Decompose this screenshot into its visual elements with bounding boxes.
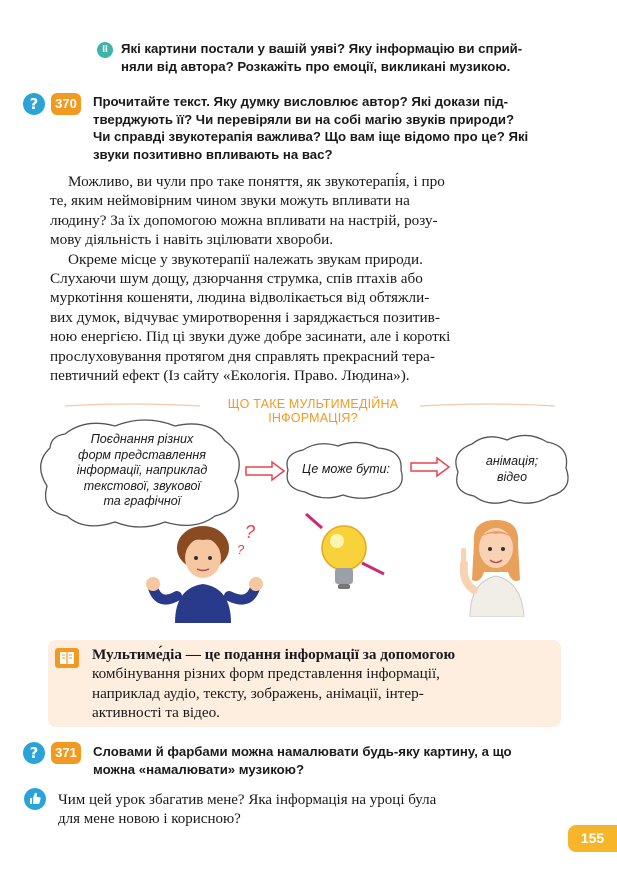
page-number: 155	[568, 825, 617, 852]
text-line: Які картини постали у вашій уяві? Яку інформацію ви сприй-	[121, 41, 523, 56]
task-number-badge: 371	[51, 742, 81, 764]
paragraph	[50, 172, 562, 250]
definition-text	[92, 645, 552, 723]
arrow-right-icon	[244, 460, 286, 482]
text-line: текстової, звукової	[83, 478, 201, 493]
text-line: певтичний ефект (Із сайту «Екологія. Право. Людина»).	[50, 367, 410, 385]
task-number-badge: 370	[51, 93, 81, 115]
text-line: звуки позитивно впливають на вас?	[93, 146, 333, 162]
text-line: людину? За їх допомогою можна впливати на настрій, розу-	[50, 211, 438, 229]
text-line: для мене новою і корисною?	[58, 811, 241, 828]
text-line: активності та відео.	[92, 704, 220, 722]
diagram-heading: ЩО ТАКЕ МУЛЬТИМЕДІЙНА ІНФОРМАЦІЯ?	[227, 397, 399, 425]
text-line: Чим цей урок збагатив мене? Яка інформація на уроці була	[58, 792, 437, 808]
section-ii-badge: II	[97, 42, 113, 58]
girl-illustration	[452, 512, 542, 617]
text-line: інформації, наприклад	[76, 463, 208, 477]
book-icon	[54, 647, 80, 669]
boy-illustration	[145, 518, 275, 623]
light-bulb-icon	[300, 508, 395, 598]
text-line: Мультиме́діа — це подання інформації за допомогою	[92, 646, 456, 663]
text-line: Чи справді звукотерапія важлива? Що вам іще відомо про це? Які	[93, 129, 529, 144]
question-icon: ?	[23, 742, 45, 764]
text-line: те, яким неймовірним чином звуки можуть впливати на	[50, 192, 410, 210]
text-line: можна «намалювати» музикою?	[93, 761, 304, 777]
text-line: Окреме місце у звукотерапії належать звукам природи.	[68, 250, 423, 268]
text-line: Слухаючи шум дощу, дзюрчання струмка, спів птахів або	[50, 270, 423, 288]
text-line: Можливо, ви чули про таке поняття, як звукотерапі́я, і про	[68, 173, 445, 190]
text-line: Поєднання різних	[90, 432, 194, 446]
text-line: муркотіння кошеняти, людина відволікається від обтяжли-	[50, 289, 430, 307]
text-line: комбінування різних форм представлення інформації,	[92, 665, 440, 683]
text-line: мову діяльність і навіть зцілювати хвороби.	[50, 231, 334, 249]
thumbs-up-icon	[23, 787, 47, 811]
text-line: анімація;	[485, 454, 539, 468]
text-line: няли від автора? Розкажіть про емоції, викликані музикою.	[121, 58, 511, 74]
cloud-1-text	[47, 432, 237, 510]
reflection-text	[58, 791, 563, 830]
text-line: прослуховування протягом дня справлять прекрасний тера-	[50, 347, 435, 365]
cloud-3-text	[458, 454, 566, 485]
arrow-right-icon	[409, 456, 451, 478]
text-line: тверджують її? Чи перевіряли ви на собі магію звуків природи?	[93, 111, 515, 127]
text-line: ною енергією. Під ці звуки дуже добре засинати, але і короткі	[50, 328, 451, 346]
svg-text:?: ?	[237, 542, 245, 557]
text-line: наприклад аудіо, тексту, зображень, анімації, інтер-	[92, 684, 424, 702]
text-line: та графічної	[103, 494, 181, 508]
svg-text:?: ?	[245, 522, 256, 542]
text-line: Прочитайте текст. Яку думку висловлює автор? Які докази під-	[93, 94, 509, 109]
cloud-2-text: Це може бути:	[302, 462, 390, 476]
question-icon: ?	[23, 93, 45, 115]
paragraph	[50, 250, 562, 386]
task-370-text	[93, 93, 568, 163]
text-line: відео	[496, 469, 528, 484]
reading-text	[50, 172, 562, 385]
task-ii-text	[121, 40, 571, 75]
text-line: вих думок, відчуває умиротворення і заряджається позитив-	[50, 308, 440, 326]
text-line: форм представлення	[78, 447, 206, 462]
task-371-text	[93, 743, 568, 778]
text-line: Словами й фарбами можна намалювати будь-яку картину, а що	[93, 744, 512, 759]
